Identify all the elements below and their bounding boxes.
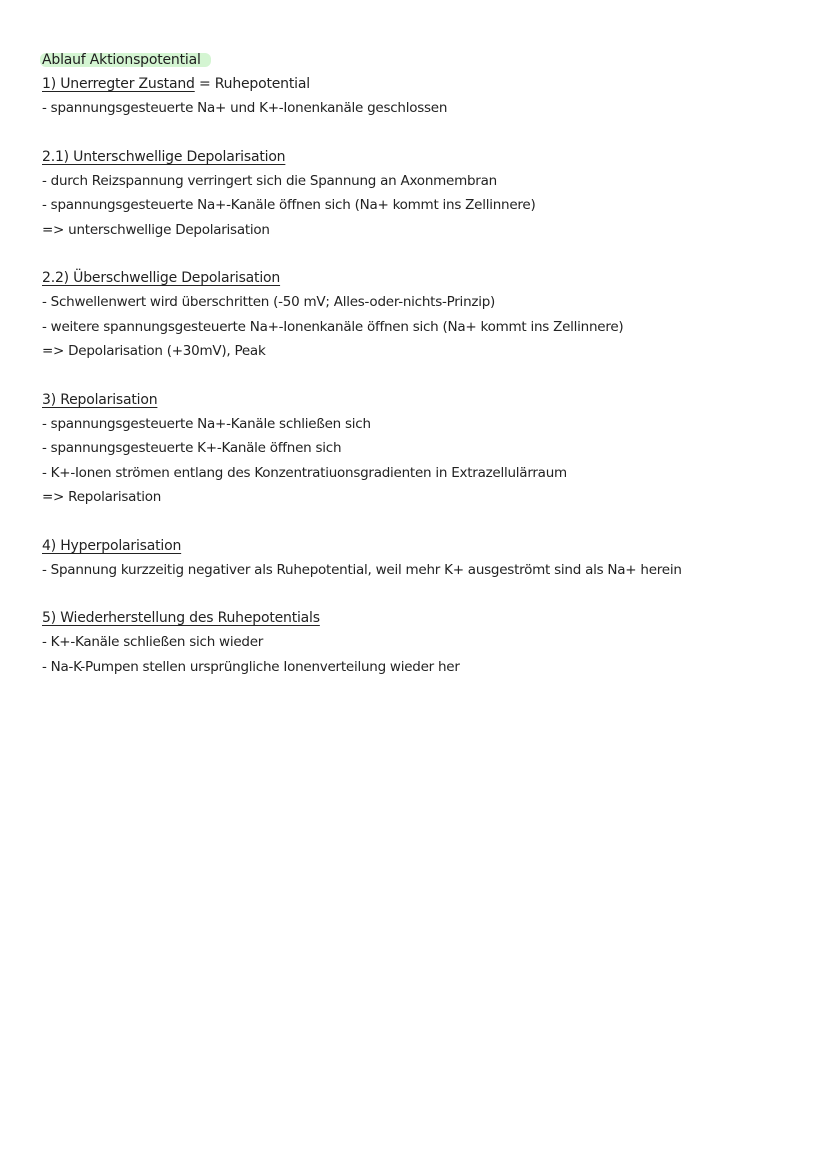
bullet-line: - K+-Kanäle schließen sich wieder <box>42 634 264 650</box>
bullet-line: - K+-Ionen strömen entlang des Konzentratiuonsgradienten in Extrazellulärraum <box>42 464 567 481</box>
section-heading-line <box>42 388 802 412</box>
section-resting-state <box>42 72 802 121</box>
bullet-line: - spannungsgesteuerte Na+-Kanäle öffnen sich (Na+ kommt ins Zellinnere) <box>42 197 536 213</box>
bullet-line: - weitere spannungsgesteuerte Na+-Ionenkanäle öffnen sich (Na+ kommt ins Zellinnere) <box>42 318 624 335</box>
section-subthreshold-depolarisation <box>42 145 802 243</box>
section-heading-line <box>42 266 802 290</box>
section-repolarisation <box>42 388 802 510</box>
section-heading-suffix: = Ruhepotential <box>194 76 310 92</box>
section-heading: 5) Wiederherstellung des Ruhepotentials <box>42 610 320 626</box>
section-restoration <box>42 606 802 679</box>
page-title: Ablauf Aktionspotential <box>42 52 201 68</box>
bullet-line: - Spannung kurzzeitig negativer als Ruhepotential, weil mehr K+ ausgeströmt sind als Na+ herein <box>42 561 682 578</box>
bullet-line: - spannungsgesteuerte Na+-Kanäle schließen sich <box>42 415 371 432</box>
bullet-line: - durch Reizspannung verringert sich die Spannung an Axonmembran <box>42 172 497 189</box>
note-page <box>42 48 802 679</box>
bullet-line: - spannungsgesteuerte K+-Kanäle öffnen sich <box>42 440 342 456</box>
section-heading-line <box>42 606 802 630</box>
bullet-line: - spannungsgesteuerte Na+ und K+-Ionenkanäle geschlossen <box>42 100 448 116</box>
conclusion-line: => unterschwellige Depolarisation <box>42 221 270 238</box>
section-heading-line <box>42 72 802 96</box>
section-suprathreshold-depolarisation <box>42 266 802 364</box>
section-heading: 2.1) Unterschwellige Depolarisation <box>42 148 286 165</box>
conclusion-line: => Depolarisation (+30mV), Peak <box>42 343 266 359</box>
section-heading-line <box>42 534 802 558</box>
bullet-line: - Na-K-Pumpen stellen ursprüngliche Ionenverteilung wieder her <box>42 658 460 675</box>
section-heading: 2.2) Überschwellige Depolarisation <box>42 270 281 286</box>
section-heading: 3) Repolarisation <box>42 391 158 408</box>
bullet-line: - Schwellenwert wird überschritten (-50 mV; Alles-oder-nichts-Prinzip) <box>42 294 496 310</box>
section-heading: 4) Hyperpolarisation <box>42 537 182 554</box>
title-block <box>42 48 201 72</box>
section-heading-line <box>42 145 802 169</box>
conclusion-line: => Repolarisation <box>42 489 162 505</box>
section-heading: 1) Unerregter Zustand <box>42 76 195 92</box>
section-hyperpolarisation <box>42 534 802 583</box>
